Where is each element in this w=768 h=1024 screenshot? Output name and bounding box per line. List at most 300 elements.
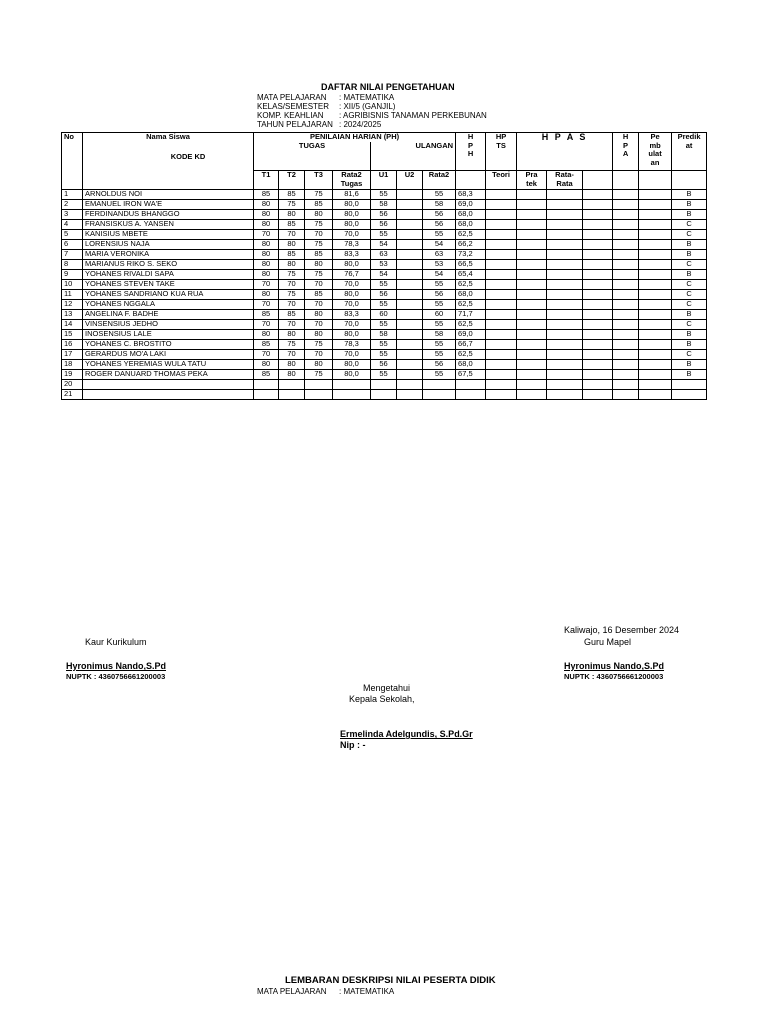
cell-rt: 80,0 [333,290,371,300]
cell-u2 [397,290,423,300]
cell-rt: 70,0 [333,320,371,330]
cell-no: 19 [62,370,83,380]
cell-no: 3 [62,210,83,220]
cell-nama: MARIANUS RIKO S. SEKO [83,260,254,270]
cell-empty [639,210,672,220]
cell-t2: 80 [279,240,305,250]
cell-empty [583,200,613,210]
cell-u2 [397,330,423,340]
cell-empty [517,370,547,380]
cell-t3: 75 [305,240,333,250]
cell-empty [639,310,672,320]
col-predikat-sub [672,171,707,190]
cell-u2 [397,310,423,320]
table-row [62,310,707,320]
cell-rt: 81,6 [333,190,371,200]
cell-hph: 68,0 [456,210,486,220]
cell-t2: 70 [279,300,305,310]
cell-empty [613,330,639,340]
cell-nama [83,390,254,400]
cell-u2 [397,300,423,310]
cell-t1: 70 [254,350,279,360]
cell-r2 [423,380,456,390]
cell-r2: 58 [423,330,456,340]
cell-t3: 80 [305,360,333,370]
cell-no: 8 [62,260,83,270]
cell-u1: 53 [371,260,397,270]
cell-empty [613,320,639,330]
cell-u1: 55 [371,190,397,200]
cell-t3: 70 [305,230,333,240]
cell-no: 14 [62,320,83,330]
cell-pred: B [672,250,707,260]
cell-t2 [279,390,305,400]
cell-empty [547,260,583,270]
cell-empty [517,290,547,300]
cell-empty [486,220,517,230]
cell-empty [517,240,547,250]
cell-u2 [397,280,423,290]
cell-empty [517,200,547,210]
cell-r2: 63 [423,250,456,260]
cell-empty [583,380,613,390]
cell-t2: 70 [279,350,305,360]
table-row [62,190,707,200]
col-tugas: TUGAS [254,142,371,171]
cell-t2: 85 [279,310,305,320]
cell-hph [456,390,486,400]
cell-t2: 70 [279,230,305,240]
cell-empty [583,240,613,250]
cell-pred: B [672,240,707,250]
cell-r2: 55 [423,350,456,360]
cell-t3: 75 [305,370,333,380]
cell-empty [517,220,547,230]
cell-empty [517,300,547,310]
cell-t1: 80 [254,210,279,220]
cell-u1: 56 [371,290,397,300]
cell-empty [517,390,547,400]
cell-empty [517,270,547,280]
guru-nuptk: NUPTK : 4360756661200003 [564,672,664,681]
grades-table [61,132,707,400]
cell-empty [613,260,639,270]
cell-empty [639,300,672,310]
cell-t2: 80 [279,330,305,340]
cell-u1: 55 [371,370,397,380]
cell-rt: 78,3 [333,340,371,350]
cell-empty [517,250,547,260]
cell-u1: 56 [371,210,397,220]
cell-t1: 80 [254,200,279,210]
cell-empty [583,250,613,260]
cell-u1: 56 [371,220,397,230]
cell-empty [547,280,583,290]
cell-empty [639,380,672,390]
cell-rt [333,390,371,400]
cell-empty [583,320,613,330]
cell-empty [639,390,672,400]
cell-r2: 55 [423,230,456,240]
cell-r2: 58 [423,200,456,210]
cell-empty [517,190,547,200]
cell-t1: 70 [254,280,279,290]
cell-no: 10 [62,280,83,290]
cell-t1: 80 [254,270,279,280]
cell-empty [486,380,517,390]
cell-u1 [371,380,397,390]
cell-t1: 80 [254,330,279,340]
cell-t2: 85 [279,250,305,260]
cell-hph: 62,5 [456,350,486,360]
cell-pred: C [672,280,707,290]
cell-empty [583,310,613,320]
cell-nama: MARIA VERONIKA [83,250,254,260]
cell-empty [613,300,639,310]
cell-empty [613,190,639,200]
cell-empty [486,300,517,310]
cell-pred: B [672,340,707,350]
cell-empty [639,250,672,260]
cell-u1: 63 [371,250,397,260]
cell-pred: C [672,320,707,330]
cell-empty [547,190,583,200]
cell-rt: 80,0 [333,200,371,210]
cell-empty [613,250,639,260]
table-row [62,210,707,220]
cell-t2: 75 [279,340,305,350]
cell-no: 13 [62,310,83,320]
cell-r2: 55 [423,370,456,380]
cell-hph: 73,2 [456,250,486,260]
cell-empty [583,370,613,380]
cell-rt [333,380,371,390]
cell-no: 7 [62,250,83,260]
cell-r2: 55 [423,340,456,350]
cell-empty [583,350,613,360]
table-row [62,340,707,350]
table-row [62,230,707,240]
cell-empty [517,330,547,340]
cell-u2 [397,380,423,390]
cell-empty [547,360,583,370]
cell-no: 20 [62,380,83,390]
cell-rt: 83,3 [333,310,371,320]
table-row [62,290,707,300]
mengetahui-label: Mengetahui [363,683,411,693]
cell-empty [517,230,547,240]
cell-empty [613,360,639,370]
description-title: LEMBARAN DESKRIPSI NILAI PESERTA DIDIK [285,975,496,986]
cell-no: 5 [62,230,83,240]
cell-u2 [397,390,423,400]
cell-empty [486,370,517,380]
cell-empty [517,320,547,330]
cell-empty [547,240,583,250]
cell-empty [486,230,517,240]
cell-t2: 75 [279,270,305,280]
cell-u1: 55 [371,300,397,310]
cell-u1: 58 [371,200,397,210]
col-kode-kd-label: KODE KD [170,151,206,161]
cell-empty [613,370,639,380]
cell-t2: 75 [279,200,305,210]
cell-no: 21 [62,390,83,400]
table-row [62,240,707,250]
cell-r2: 54 [423,270,456,280]
cell-hph: 65,4 [456,270,486,280]
cell-empty [486,360,517,370]
col-hph: H P H [456,133,486,171]
cell-empty [639,260,672,270]
kaur-nuptk: NUPTK : 4360756661200003 [66,672,166,681]
cell-empty [547,300,583,310]
cell-nama: EMANUEL IRON WA'E [83,200,254,210]
cell-hph: 62,5 [456,320,486,330]
cell-hph: 67,5 [456,370,486,380]
cell-u2 [397,270,423,280]
cell-u1: 55 [371,320,397,330]
cell-rt: 83,3 [333,250,371,260]
cell-pred: B [672,190,707,200]
cell-empty [583,270,613,280]
cell-t3: 80 [305,260,333,270]
cell-empty [486,310,517,320]
cell-empty [583,280,613,290]
col-hpas: H P A S [517,133,613,171]
cell-hph: 71,7 [456,310,486,320]
cell-empty [547,320,583,330]
col-no: No [62,133,83,190]
cell-empty [583,330,613,340]
table-row [62,330,707,340]
cell-pred: B [672,270,707,280]
cell-pred: B [672,310,707,320]
cell-rt: 70,0 [333,230,371,240]
cell-t2 [279,380,305,390]
cell-empty [517,280,547,290]
info-row-kelas: KELAS/SEMESTER : XII/5 (GANJIL) [257,102,396,111]
cell-t1: 85 [254,370,279,380]
cell-nama: INOSENSIUS LALE [83,330,254,340]
cell-hph: 66,7 [456,340,486,350]
cell-t1 [254,390,279,400]
cell-t3: 80 [305,210,333,220]
cell-nama: VINSENSIUS JEDHO [83,320,254,330]
cell-empty [486,290,517,300]
cell-t3: 75 [305,340,333,350]
cell-u2 [397,340,423,350]
cell-empty [517,380,547,390]
cell-empty [547,210,583,220]
cell-rt: 76,7 [333,270,371,280]
cell-no: 2 [62,200,83,210]
cell-hph: 62,5 [456,280,486,290]
cell-u2 [397,240,423,250]
cell-empty [547,390,583,400]
cell-t1: 80 [254,250,279,260]
cell-u2 [397,220,423,230]
cell-empty [486,260,517,270]
col-pembulatan-sub [639,171,672,190]
cell-t2: 80 [279,210,305,220]
col-pembulatan: Pe mb ulat an [639,133,672,171]
table-row [62,300,707,310]
info-row-tahun: TAHUN PELAJARAN : 2024/2025 [257,120,382,129]
cell-nama: YOHANES C. BROSTITO [83,340,254,350]
cell-empty [613,340,639,350]
header-info [257,93,487,129]
cell-pred: C [672,230,707,240]
cell-t3 [305,390,333,400]
cell-empty [486,240,517,250]
cell-u2 [397,210,423,220]
kepala-nip: Nip : - [340,740,366,750]
cell-empty [639,320,672,330]
cell-t1: 85 [254,340,279,350]
cell-nama: YOHANES NGGALA [83,300,254,310]
cell-empty [613,290,639,300]
cell-empty [613,380,639,390]
col-t2: T2 [279,171,305,190]
cell-rt: 70,0 [333,300,371,310]
cell-t2: 70 [279,280,305,290]
grades-body [62,190,707,400]
cell-hph: 69,0 [456,330,486,340]
cell-empty [517,350,547,360]
cell-hph: 68,0 [456,290,486,300]
cell-hph: 68,3 [456,190,486,200]
cell-t3 [305,380,333,390]
cell-hph: 62,5 [456,230,486,240]
cell-pred: B [672,370,707,380]
cell-empty [583,220,613,230]
table-row [62,200,707,210]
cell-empty [583,230,613,240]
cell-empty [547,310,583,320]
cell-rt: 80,0 [333,260,371,270]
cell-empty [639,190,672,200]
cell-u1: 55 [371,350,397,360]
cell-t3: 85 [305,200,333,210]
cell-r2: 54 [423,240,456,250]
cell-pred: B [672,200,707,210]
cell-empty [613,220,639,230]
cell-empty [639,240,672,250]
cell-empty [613,350,639,360]
cell-pred: C [672,290,707,300]
cell-t3: 70 [305,320,333,330]
table-row [62,380,707,390]
cell-pred: B [672,330,707,340]
cell-no: 6 [62,240,83,250]
cell-t1: 80 [254,260,279,270]
cell-r2: 55 [423,190,456,200]
cell-no: 11 [62,290,83,300]
cell-u1: 55 [371,230,397,240]
cell-empty [583,260,613,270]
col-nama [83,133,254,190]
table-row [62,280,707,290]
table-row [62,360,707,370]
cell-nama: LORENSIUS NAJA [83,240,254,250]
cell-empty [517,210,547,220]
cell-hph: 68,0 [456,220,486,230]
cell-empty [547,220,583,230]
cell-r2: 56 [423,290,456,300]
cell-t3: 70 [305,300,333,310]
cell-u1: 54 [371,240,397,250]
cell-empty [639,350,672,360]
cell-empty [639,330,672,340]
cell-nama: GERARDUS MO'A LAKI [83,350,254,360]
cell-pred: B [672,210,707,220]
cell-u2 [397,350,423,360]
cell-t1: 70 [254,320,279,330]
cell-empty [639,230,672,240]
cell-empty [486,190,517,200]
cell-u1: 55 [371,280,397,290]
cell-pred: C [672,300,707,310]
table-row [62,260,707,270]
cell-empty [517,310,547,320]
col-ph-label: PENILAIAN HARIAN (PH) [309,132,400,141]
col-pratek: Pra tek [517,171,547,190]
cell-rt: 70,0 [333,280,371,290]
cell-u1: 56 [371,360,397,370]
cell-empty [547,290,583,300]
cell-empty [547,350,583,360]
cell-empty [613,230,639,240]
cell-empty [639,220,672,230]
cell-r2: 56 [423,220,456,230]
cell-nama: YOHANES RIVALDI SAPA [83,270,254,280]
cell-pred: C [672,350,707,360]
cell-r2: 55 [423,280,456,290]
cell-no: 9 [62,270,83,280]
cell-u1 [371,390,397,400]
cell-rt: 80,0 [333,220,371,230]
cell-t1: 80 [254,290,279,300]
cell-u2 [397,230,423,240]
col-rata2-tugas: Rata2 Tugas [333,171,371,190]
cell-nama: ROGER DANUARD THOMAS PEKA [83,370,254,380]
col-ulangan: ULANGAN [371,142,456,171]
cell-empty [517,360,547,370]
cell-empty [547,380,583,390]
kepala-name: Ermelinda Adelgundis, S.Pd.Gr [340,729,473,739]
cell-rt: 80,0 [333,210,371,220]
col-hpa-sub [613,171,639,190]
cell-empty [583,300,613,310]
col-hph-sub [456,171,486,190]
cell-empty [547,340,583,350]
cell-no: 12 [62,300,83,310]
col-teori: Teori [486,171,517,190]
cell-empty [547,230,583,240]
cell-t3: 80 [305,310,333,320]
cell-empty [639,200,672,210]
cell-empty [486,270,517,280]
cell-nama: ANGELINA F. BADHE [83,310,254,320]
cell-pred: B [672,360,707,370]
cell-hph: 62,5 [456,300,486,310]
col-predikat: Predik at [672,133,707,171]
col-blank-a [583,171,613,190]
cell-rt: 80,0 [333,360,371,370]
cell-rt: 78,3 [333,240,371,250]
cell-rt: 80,0 [333,330,371,340]
